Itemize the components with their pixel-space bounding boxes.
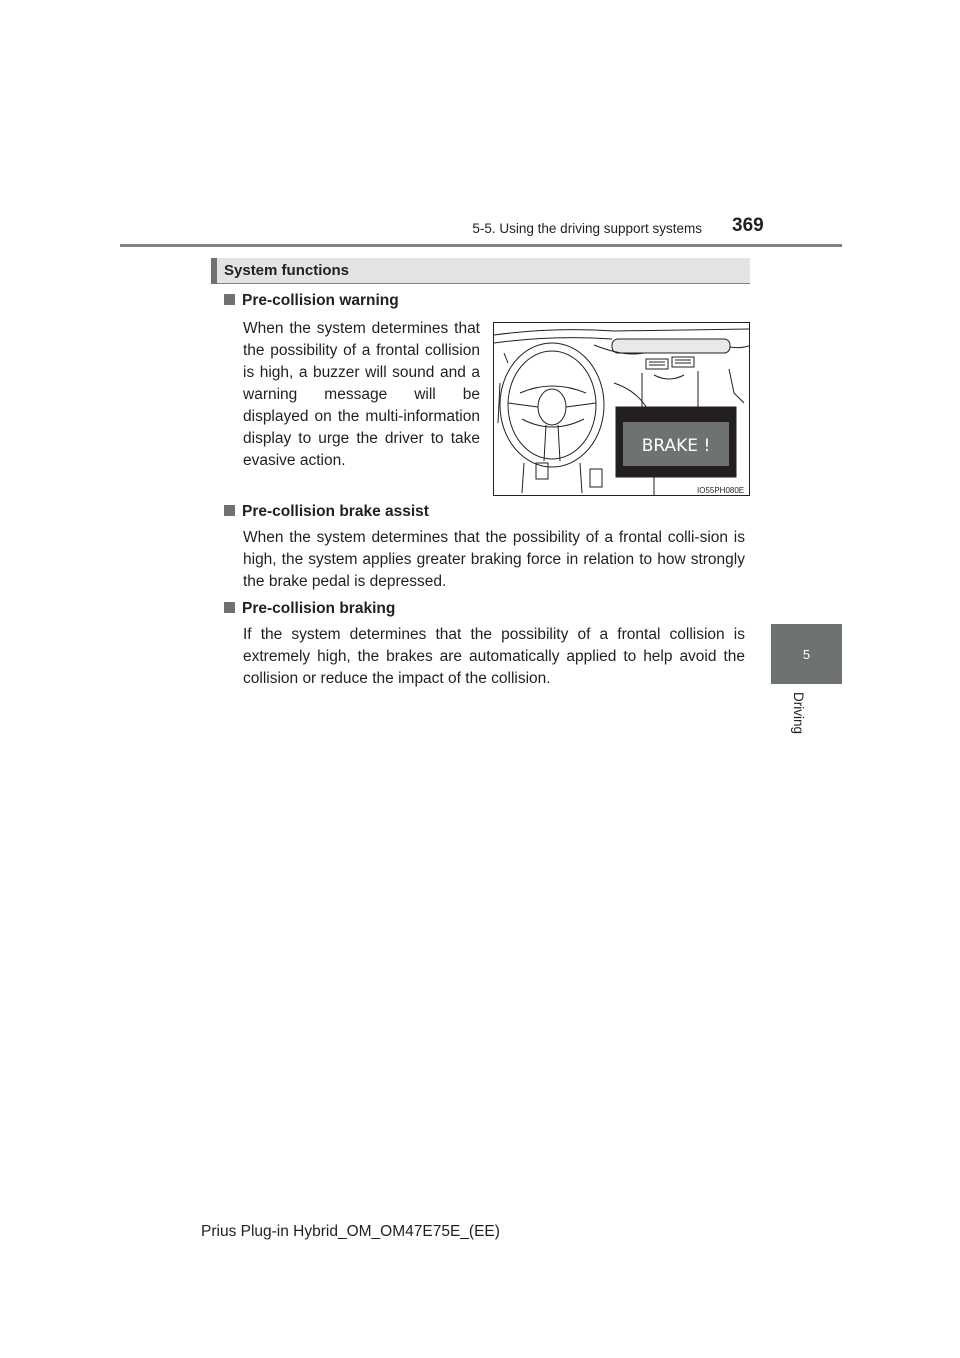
dashboard-illustration — [493, 322, 750, 496]
item-title-pre-collision-warning: Pre-collision warning — [224, 292, 399, 310]
chapter-label: Driving — [791, 692, 806, 735]
dashboard-drawing — [494, 323, 750, 496]
footer-document-id: Prius Plug-in Hybrid_OM_OM47E75E_(EE) — [201, 1223, 500, 1240]
figure-code: IO55PH080E — [697, 486, 745, 495]
page-number: 369 — [732, 215, 764, 236]
bullet-square-icon — [224, 294, 235, 305]
chapter-number: 5 — [802, 646, 811, 662]
item-title-pre-collision-brake-assist: Pre-collision brake assist — [224, 503, 429, 521]
header-section-path: 5-5. Using the driving support systems — [472, 221, 702, 236]
bullet-square-icon — [224, 602, 235, 613]
item-title-pre-collision-braking: Pre-collision braking — [224, 600, 395, 618]
item-text-pre-collision-brake-assist: When the system determines that the possibility of a frontal colli-sion is high, the system applies greater braking force in relation to how strongly the brake pedal is depressed. — [243, 529, 745, 590]
section-title: System functions — [224, 262, 350, 279]
item-text-pre-collision-warning: When the system determines that the possibility of a frontal collision is high, a buzzer will sound and a warning message will be displayed on the multi-information display to urge the driver to take evasive action. — [243, 320, 480, 469]
bullet-square-icon — [224, 505, 235, 516]
item-text-pre-collision-braking: If the system determines that the possibility of a frontal collision is extremely high, the brakes are automatically applied to help avoid the collision or reduce the impact of the collision. — [243, 626, 745, 687]
header-divider — [120, 244, 842, 247]
brake-warning-message: BRAKE ! — [641, 436, 711, 456]
chapter-tab[interactable] — [771, 624, 842, 684]
section-heading — [211, 258, 750, 284]
section-heading-bar — [211, 258, 217, 284]
